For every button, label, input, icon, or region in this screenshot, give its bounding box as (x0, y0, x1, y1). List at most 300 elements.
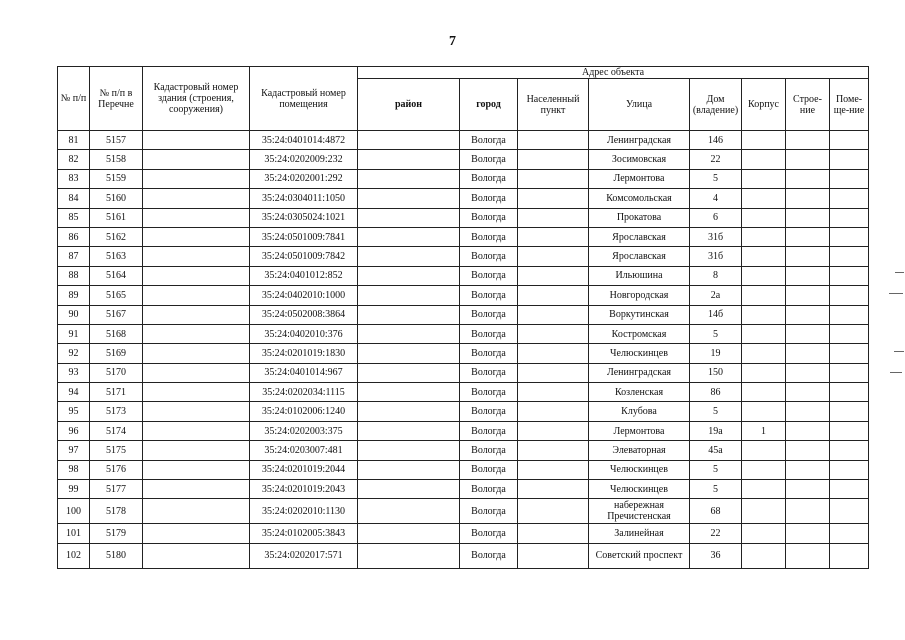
cell-corps (742, 363, 786, 382)
cell-settlement (518, 189, 589, 208)
cell-room (830, 441, 869, 460)
cell-street: Лермонтова (589, 421, 690, 440)
cell-corps: 1 (742, 421, 786, 440)
table-row (58, 305, 869, 324)
cell-street: Элеваторная (589, 441, 690, 460)
cell-room (830, 344, 869, 363)
header-num: № п/п (58, 67, 90, 131)
cell-house: 68 (690, 499, 742, 524)
cell-corps (742, 324, 786, 343)
cell-house: 5 (690, 480, 742, 499)
cell-district (358, 441, 460, 460)
cell-building-cadastral (143, 421, 250, 440)
property-registry-table (57, 66, 869, 569)
cell-premises-cadastral: 35:24:0402010:1000 (250, 286, 358, 305)
cell-city: Вологда (460, 208, 518, 227)
header-premises-cadastral: Кадастровый номер помещения (250, 67, 358, 131)
cell-street: Ильюшина (589, 266, 690, 285)
cell-city: Вологда (460, 421, 518, 440)
cell-street: Челюскинцев (589, 480, 690, 499)
table-row (58, 363, 869, 382)
cell-list-num: 5179 (90, 524, 143, 543)
cell-house: 14б (690, 305, 742, 324)
cell-room (830, 524, 869, 543)
cell-building-cadastral (143, 150, 250, 169)
cell-premises-cadastral: 35:24:0102006:1240 (250, 402, 358, 421)
cell-num: 88 (58, 266, 90, 285)
header-street: Улица (589, 79, 690, 131)
cell-city: Вологда (460, 227, 518, 246)
cell-room (830, 460, 869, 479)
cell-num: 94 (58, 383, 90, 402)
cell-list-num: 5164 (90, 266, 143, 285)
cell-house: 146 (690, 131, 742, 150)
cell-settlement (518, 421, 589, 440)
cell-district (358, 543, 460, 568)
cell-house: 5 (690, 460, 742, 479)
cell-city: Вологда (460, 524, 518, 543)
cell-list-num: 5163 (90, 247, 143, 266)
cell-room (830, 150, 869, 169)
cell-district (358, 227, 460, 246)
table-row (58, 402, 869, 421)
header-address: Адрес объекта (358, 67, 869, 79)
cell-num: 82 (58, 150, 90, 169)
cell-structure (786, 227, 830, 246)
cell-premises-cadastral: 35:24:0304011:1050 (250, 189, 358, 208)
cell-district (358, 421, 460, 440)
cell-list-num: 5169 (90, 344, 143, 363)
cell-building-cadastral (143, 402, 250, 421)
cell-num: 85 (58, 208, 90, 227)
cell-district (358, 480, 460, 499)
cell-house: 5 (690, 324, 742, 343)
cell-premises-cadastral: 35:24:0202034:1115 (250, 383, 358, 402)
cell-city: Вологда (460, 324, 518, 343)
cell-num: 98 (58, 460, 90, 479)
cell-list-num: 5161 (90, 208, 143, 227)
table-row (58, 441, 869, 460)
cell-city: Вологда (460, 189, 518, 208)
cell-street: Новгородская (589, 286, 690, 305)
cell-list-num: 5180 (90, 543, 143, 568)
cell-district (358, 169, 460, 188)
cell-house: 150 (690, 363, 742, 382)
cell-building-cadastral (143, 189, 250, 208)
cell-premises-cadastral: 35:24:0201019:2043 (250, 480, 358, 499)
header-corps: Корпус (742, 79, 786, 131)
cell-room (830, 169, 869, 188)
cell-district (358, 305, 460, 324)
margin-mark (895, 272, 904, 273)
cell-street: Воркутинская (589, 305, 690, 324)
cell-street: Ярославская (589, 227, 690, 246)
header-room: Поме-ще-ние (830, 79, 869, 131)
cell-corps (742, 131, 786, 150)
cell-street: Челюскинцев (589, 344, 690, 363)
cell-building-cadastral (143, 441, 250, 460)
cell-building-cadastral (143, 247, 250, 266)
cell-premises-cadastral: 35:24:0203007:481 (250, 441, 358, 460)
cell-corps (742, 499, 786, 524)
table-row (58, 421, 869, 440)
cell-premises-cadastral: 35:24:0202001:292 (250, 169, 358, 188)
cell-house: 6 (690, 208, 742, 227)
cell-building-cadastral (143, 543, 250, 568)
cell-house: 45а (690, 441, 742, 460)
cell-num: 87 (58, 247, 90, 266)
cell-structure (786, 460, 830, 479)
cell-premises-cadastral: 35:24:0201019:1830 (250, 344, 358, 363)
cell-list-num: 5165 (90, 286, 143, 305)
cell-district (358, 189, 460, 208)
cell-structure (786, 286, 830, 305)
cell-building-cadastral (143, 324, 250, 343)
cell-corps (742, 286, 786, 305)
cell-house: 31б (690, 227, 742, 246)
cell-list-num: 5177 (90, 480, 143, 499)
cell-premises-cadastral: 35:24:0305024:1021 (250, 208, 358, 227)
cell-street: Ленинградская (589, 363, 690, 382)
cell-district (358, 150, 460, 169)
cell-city: Вологда (460, 266, 518, 285)
cell-settlement (518, 383, 589, 402)
cell-room (830, 499, 869, 524)
cell-city: Вологда (460, 363, 518, 382)
table-row (58, 227, 869, 246)
cell-room (830, 227, 869, 246)
cell-street: Костромская (589, 324, 690, 343)
cell-street: набережная Пречистенская (589, 499, 690, 524)
cell-settlement (518, 460, 589, 479)
cell-settlement (518, 247, 589, 266)
cell-district (358, 266, 460, 285)
cell-city: Вологда (460, 499, 518, 524)
cell-street: Челюскинцев (589, 460, 690, 479)
cell-city: Вологда (460, 543, 518, 568)
cell-num: 99 (58, 480, 90, 499)
cell-street: Залинейная (589, 524, 690, 543)
cell-building-cadastral (143, 305, 250, 324)
cell-building-cadastral (143, 208, 250, 227)
cell-building-cadastral (143, 480, 250, 499)
table-row (58, 383, 869, 402)
page-number: 7 (449, 34, 456, 49)
table-row (58, 499, 869, 524)
cell-structure (786, 266, 830, 285)
cell-structure (786, 524, 830, 543)
cell-room (830, 189, 869, 208)
cell-room (830, 543, 869, 568)
cell-room (830, 286, 869, 305)
cell-corps (742, 208, 786, 227)
cell-corps (742, 227, 786, 246)
cell-premises-cadastral: 35:24:0501009:7841 (250, 227, 358, 246)
cell-corps (742, 305, 786, 324)
cell-room (830, 383, 869, 402)
cell-num: 100 (58, 499, 90, 524)
cell-corps (742, 344, 786, 363)
cell-premises-cadastral: 35:24:0501009:7842 (250, 247, 358, 266)
cell-room (830, 131, 869, 150)
cell-house: 36 (690, 543, 742, 568)
cell-premises-cadastral: 35:24:0502008:3864 (250, 305, 358, 324)
cell-structure (786, 131, 830, 150)
cell-settlement (518, 441, 589, 460)
cell-corps (742, 150, 786, 169)
cell-settlement (518, 286, 589, 305)
cell-settlement (518, 131, 589, 150)
cell-premises-cadastral: 35:24:0401014:967 (250, 363, 358, 382)
cell-house: 4 (690, 189, 742, 208)
cell-structure (786, 305, 830, 324)
cell-settlement (518, 305, 589, 324)
cell-num: 91 (58, 324, 90, 343)
cell-street: Лермонтова (589, 169, 690, 188)
cell-house: 5 (690, 402, 742, 421)
cell-list-num: 5158 (90, 150, 143, 169)
cell-settlement (518, 266, 589, 285)
cell-list-num: 5170 (90, 363, 143, 382)
cell-structure (786, 441, 830, 460)
cell-building-cadastral (143, 286, 250, 305)
cell-settlement (518, 227, 589, 246)
cell-num: 84 (58, 189, 90, 208)
cell-house: 8 (690, 266, 742, 285)
header-house: Дом (владение) (690, 79, 742, 131)
cell-room (830, 324, 869, 343)
cell-district (358, 286, 460, 305)
table-body (58, 131, 869, 569)
cell-street: Зосимовская (589, 150, 690, 169)
cell-city: Вологда (460, 402, 518, 421)
cell-corps (742, 480, 786, 499)
cell-building-cadastral (143, 499, 250, 524)
cell-district (358, 324, 460, 343)
cell-district (358, 208, 460, 227)
cell-settlement (518, 324, 589, 343)
cell-list-num: 5174 (90, 421, 143, 440)
cell-settlement (518, 150, 589, 169)
cell-premises-cadastral: 35:24:0201019:2044 (250, 460, 358, 479)
cell-corps (742, 524, 786, 543)
cell-room (830, 421, 869, 440)
table-row (58, 324, 869, 343)
cell-settlement (518, 543, 589, 568)
cell-list-num: 5173 (90, 402, 143, 421)
cell-building-cadastral (143, 383, 250, 402)
cell-corps (742, 441, 786, 460)
cell-num: 86 (58, 227, 90, 246)
cell-structure (786, 324, 830, 343)
cell-premises-cadastral: 35:24:0202003:375 (250, 421, 358, 440)
cell-num: 102 (58, 543, 90, 568)
cell-house: 86 (690, 383, 742, 402)
header-city: город (460, 79, 518, 131)
cell-structure (786, 543, 830, 568)
cell-corps (742, 460, 786, 479)
cell-house: 19 (690, 344, 742, 363)
cell-structure (786, 383, 830, 402)
table-row (58, 131, 869, 150)
cell-city: Вологда (460, 131, 518, 150)
cell-num: 81 (58, 131, 90, 150)
cell-house: 22 (690, 524, 742, 543)
cell-num: 96 (58, 421, 90, 440)
cell-list-num: 5160 (90, 189, 143, 208)
table-row (58, 247, 869, 266)
header-building-cadastral: Кадастровый номер здания (строения, сооружения) (143, 67, 250, 131)
cell-structure (786, 363, 830, 382)
cell-district (358, 363, 460, 382)
cell-structure (786, 247, 830, 266)
cell-room (830, 208, 869, 227)
cell-room (830, 480, 869, 499)
cell-premises-cadastral: 35:24:0202017:571 (250, 543, 358, 568)
cell-premises-cadastral: 35:24:0202010:1130 (250, 499, 358, 524)
cell-city: Вологда (460, 383, 518, 402)
cell-house: 19а (690, 421, 742, 440)
cell-city: Вологда (460, 441, 518, 460)
cell-premises-cadastral: 35:24:0102005:3843 (250, 524, 358, 543)
cell-building-cadastral (143, 169, 250, 188)
cell-settlement (518, 208, 589, 227)
cell-district (358, 402, 460, 421)
cell-district (358, 247, 460, 266)
cell-premises-cadastral: 35:24:0402010:376 (250, 324, 358, 343)
cell-district (358, 344, 460, 363)
cell-num: 89 (58, 286, 90, 305)
cell-list-num: 5168 (90, 324, 143, 343)
cell-district (358, 499, 460, 524)
cell-house: 5 (690, 169, 742, 188)
table-row (58, 344, 869, 363)
cell-building-cadastral (143, 524, 250, 543)
table-row (58, 286, 869, 305)
cell-list-num: 5175 (90, 441, 143, 460)
table-row (58, 208, 869, 227)
cell-list-num: 5167 (90, 305, 143, 324)
cell-settlement (518, 344, 589, 363)
margin-mark (889, 293, 903, 294)
table-row (58, 524, 869, 543)
cell-num: 97 (58, 441, 90, 460)
table-row (58, 169, 869, 188)
cell-house: 22 (690, 150, 742, 169)
margin-mark (890, 372, 902, 373)
cell-list-num: 5159 (90, 169, 143, 188)
header-settlement: Населенный пункт (518, 79, 589, 131)
cell-street: Ленинградская (589, 131, 690, 150)
cell-num: 92 (58, 344, 90, 363)
header-list-num: № п/п в Перечне (90, 67, 143, 131)
cell-room (830, 305, 869, 324)
cell-settlement (518, 524, 589, 543)
cell-settlement (518, 402, 589, 421)
cell-district (358, 524, 460, 543)
cell-building-cadastral (143, 363, 250, 382)
cell-room (830, 402, 869, 421)
cell-num: 95 (58, 402, 90, 421)
cell-corps (742, 543, 786, 568)
cell-house: 31б (690, 247, 742, 266)
cell-structure (786, 189, 830, 208)
cell-building-cadastral (143, 266, 250, 285)
cell-street: Комсомольская (589, 189, 690, 208)
cell-structure (786, 402, 830, 421)
cell-street: Козленская (589, 383, 690, 402)
cell-city: Вологда (460, 247, 518, 266)
cell-num: 93 (58, 363, 90, 382)
cell-district (358, 383, 460, 402)
cell-list-num: 5178 (90, 499, 143, 524)
table-row (58, 189, 869, 208)
cell-structure (786, 169, 830, 188)
cell-settlement (518, 363, 589, 382)
cell-street: Ярославская (589, 247, 690, 266)
cell-city: Вологда (460, 286, 518, 305)
cell-structure (786, 150, 830, 169)
cell-num: 90 (58, 305, 90, 324)
cell-structure (786, 480, 830, 499)
table-row (58, 480, 869, 499)
cell-structure (786, 344, 830, 363)
cell-structure (786, 421, 830, 440)
cell-district (358, 131, 460, 150)
header-structure: Строе-ние (786, 79, 830, 131)
cell-street: Советский проспект (589, 543, 690, 568)
cell-list-num: 5176 (90, 460, 143, 479)
cell-city: Вологда (460, 305, 518, 324)
cell-city: Вологда (460, 480, 518, 499)
cell-street: Прокатова (589, 208, 690, 227)
cell-corps (742, 383, 786, 402)
cell-city: Вологда (460, 344, 518, 363)
table-row (58, 150, 869, 169)
cell-settlement (518, 499, 589, 524)
cell-building-cadastral (143, 227, 250, 246)
cell-room (830, 266, 869, 285)
cell-corps (742, 266, 786, 285)
cell-building-cadastral (143, 131, 250, 150)
cell-room (830, 247, 869, 266)
cell-list-num: 5171 (90, 383, 143, 402)
table-row (58, 266, 869, 285)
cell-structure (786, 208, 830, 227)
cell-num: 101 (58, 524, 90, 543)
cell-settlement (518, 169, 589, 188)
cell-district (358, 460, 460, 479)
cell-list-num: 5157 (90, 131, 143, 150)
margin-mark (894, 351, 904, 352)
cell-premises-cadastral: 35:24:0401014:4872 (250, 131, 358, 150)
cell-building-cadastral (143, 460, 250, 479)
table-row (58, 460, 869, 479)
cell-city: Вологда (460, 169, 518, 188)
table-row (58, 543, 869, 568)
cell-room (830, 363, 869, 382)
cell-house: 2а (690, 286, 742, 305)
cell-settlement (518, 480, 589, 499)
cell-building-cadastral (143, 344, 250, 363)
cell-premises-cadastral: 35:24:0401012:852 (250, 266, 358, 285)
cell-premises-cadastral: 35:24:0202009:232 (250, 150, 358, 169)
cell-corps (742, 169, 786, 188)
cell-structure (786, 499, 830, 524)
cell-city: Вологда (460, 460, 518, 479)
cell-num: 83 (58, 169, 90, 188)
cell-corps (742, 189, 786, 208)
